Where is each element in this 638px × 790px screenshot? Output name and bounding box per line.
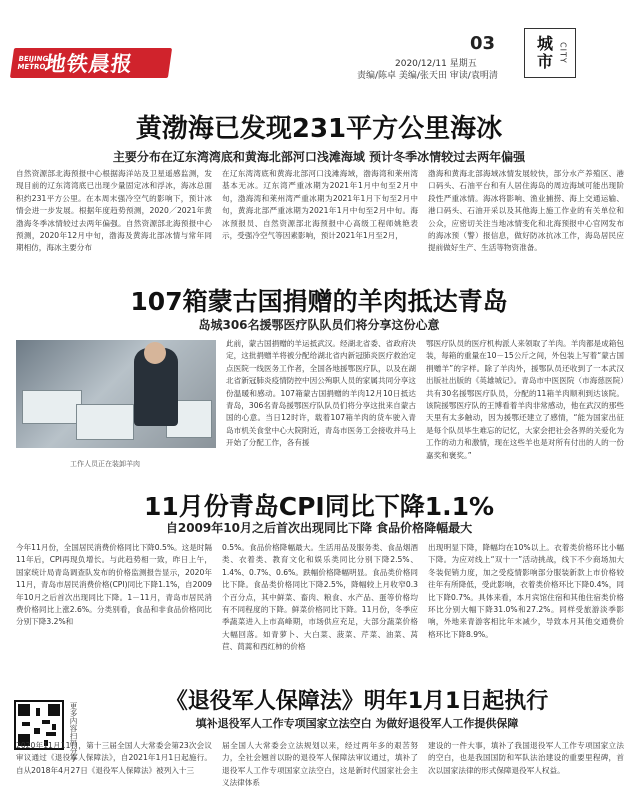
article-2-col-2: 鄂医疗队员的医疗机构派人来领取了羊肉。羊肉都是成箱包装，每箱的重量在10－15公斤之间，外包装上写着“蒙古国捐赠羊”的字样。除了羊肉外，援鄂队员还收到了一本武汉出版社出版的《英雄城记》。青岛市中医医院（市海慈医院）共有30名援鄂医疗队员，分配的11箱羊肉顺利到达该院。该院援鄂医疗队的王博看着羊肉非常感动，他在武汉的那些天里有太多触动，因为援鄂还建立了感情，“能为国家出征是每个队员毕生难忘的记忆，大家会把社会各界的关爱化为工作的动力和激情，现在这些羊也是对所有付出的人的一份嘉奖和褒奖。” xyxy=(426,339,624,460)
article-3-col-1: 今年11月份，全国居民消费价格同比下降0.5%。这是时隔11年后，CPI再现负增长。与此趋势相一致，昨日上午，国家统计局青岛调查队发布的价格监测报告显示，2020年11月，青岛市居民消费价格(CPI)同比下降1.1%，自2009年10月之后首次出现同比下降。1－11月，青岛市居民消费价格同比上涨2.6%。分类别看，食品和非食品价格同比分别下降3.2%和 xyxy=(16,543,213,627)
article-4-col-1: 2020年11月11日，第十三届全国人大常委会第23次会议审议通过《退役军人保障法》，自2021年1月1日起施行。自从2018年4月27日《退役军人保障法》被列入十三 xyxy=(16,741,212,775)
issue-date: 2020/12/11 星期五 xyxy=(395,59,477,69)
newspaper-logo xyxy=(10,48,172,78)
article-3-col-2: 0.5%。食品价格降幅最大。生活用品及服务类、食品烟酒类、衣着类、教育文化和娱乐类同比分别下降2.5%、1.4%、0.7%、0.6%。跌幅价格降幅明显。食品类价格同比下降。食品类价格同比下降2.5%，降幅较上月收窄0.3个百分点，其中鲜菜、畜肉、粮食、水产品、蛋等价格均有不同程度的下降。鲜菜价格同比下降。11月份，冬季应季蔬菜进入上市高峰期，市场供应充足，大部分蔬菜价格大幅回落。如青萝卜、大白菜、菠菜、芹菜、油菜、莴苣、茼蒿和西红柿的价格 xyxy=(222,543,418,652)
article-3-subtitle: 自2009年10月之后首次出现同比下降 食品价格降幅最大 xyxy=(165,521,473,535)
article-2-title: 107箱蒙古国捐赠的羊肉抵达青岛 xyxy=(130,287,508,316)
article-4-subtitle: 填补退役军人工作专项国家立法空白 为做好退役军人工作提供保障 xyxy=(195,717,519,730)
article-1-col-3: 渤海和黄海北部海域冰情发展较快，部分水产养殖区、港口码头、石油平台和有人居住海岛的周边海域可能出现阶段性严重冰情。海冰将影响、渔业捕捞、海上交通运输、港口码头、石油开采以及其他海上施工作业的有关单位和公众，应密切关注当地冰情变化和北海预报中心官网发布的海冰预（警）报信息，做好防冰抗冰工作，海岛居民应提前做好生产、生活等物资准备。 xyxy=(428,169,624,253)
page-number: 03 xyxy=(470,33,496,54)
section-box xyxy=(524,28,576,78)
article-1-title: 黄渤海已发现231平方公里海冰 xyxy=(135,114,503,144)
qr-label: 更多内容扫码分享 xyxy=(69,702,78,762)
article-3-title: 11月份青岛CPI同比下降1.1% xyxy=(143,492,495,521)
section-name: 城市 xyxy=(534,35,554,71)
article-1-col-2: 在辽东湾湾底和黄海北部河口浅滩海域，渤海湾和莱州湾基本无冰。辽东湾严重冰期为2021年1月中旬至2月中旬，渤海湾和莱州湾严重冰期为2021年1月下旬至2月中旬，黄海北部严重冰期为2021年1月中旬至2月中旬。海冰预报员、自然资源部北海预报中心高级工程师姚艳表示，受强冷空气等因素影响，预计2021年1月至2月， xyxy=(222,169,418,241)
article-1-subtitle: 主要分布在辽东湾湾底和黄海北部河口浅滩海域 预计冬季冰情较过去两年偏强 xyxy=(112,150,526,164)
article-4-col-2: 届全国人大常委会立法规划以来，经过两年多的艰苦努力，全社会翘首以盼的退役军人保障法审议通过，填补了退役军人工作专项国家立法空白，这是新时代国家社会主义法律体系 xyxy=(222,741,418,788)
news-photo xyxy=(16,340,216,448)
logo-small-text: BEIJING METRO xyxy=(16,55,49,71)
article-3-col-3: 出现明显下降，降幅均在10%以上。衣着类价格环比小幅下降。为应对线上“双十一”活动挑战，线下不少商场加大冬装促销力度，加之受疫情影响部分服装新款上市价格较往年有所降低，受此影响，衣着类价格环比下降0.4%，同比下降0.7%。具体来看，本月宾馆住宿和其他住宿类价格环比分别大幅下降31.0%和27.2%。同样受旅游淡季影响，外地来青游客相比年末减少，导致本月其他交通费价格环比下降8.9%。 xyxy=(428,543,624,639)
article-2-col-1: 此前，蒙古国捐赠的羊运抵武汉。经湖北省委、省政府决定，这批捐赠羊将被分配给湖北省内新冠肺炎医疗救治定点医院一线医务工作者，全国各地援鄂医疗队，以及在湖北省新冠肺炎疫情防控中因公殉职人员的家属共同分享这份温暖和感动。107箱蒙古国捐赠的羊肉12月10日抵达青岛，306名青岛援鄂医疗队队员们将分享这批来自蒙古国的心意。当日12时许，载着107箱羊肉的货车驶入青岛市机关食堂中心大院附近，青岛市医务工会接收并马上开始了分配工作，各有援 xyxy=(226,339,416,448)
editor-credits: 责编/陈卓 美编/张天田 审读/袁明清 xyxy=(357,71,498,81)
photo-caption: 工作人员正在装卸羊肉 xyxy=(70,460,140,468)
article-1-col-1: 自然资源部北海预报中心根据海洋站及卫星遥感监测，发现目前的辽东湾湾底已出现少量固定冰和浮冰，海冰总面积约231平方公里。在本周末强冷空气的影响下，预计冰情会进一步发展。根据年度趋势预测，2020／2021年黄渤海冬季冰情较过去两年偏强。自然资源部北海预报中心预测，2020年12月中旬，渤海及黄海北部冰情与常年同期相仿，海冰主要分布 xyxy=(16,169,212,253)
section-name-en: CITY xyxy=(558,42,568,64)
article-2-subtitle: 岛城306名援鄂医疗队队员们将分享这份心意 xyxy=(198,318,440,332)
logo-text: 地铁晨报 xyxy=(43,52,135,76)
article-4-title: 《退役军人保障法》明年1月1日起执行 xyxy=(165,689,549,714)
article-4-col-3: 建设的一件大事，填补了我国退役军人工作专项国家立法的空白，也是我国国防和军队法治建设的重要里程碑，首次以国家法律的形式保障退役军人权益。 xyxy=(428,741,624,775)
